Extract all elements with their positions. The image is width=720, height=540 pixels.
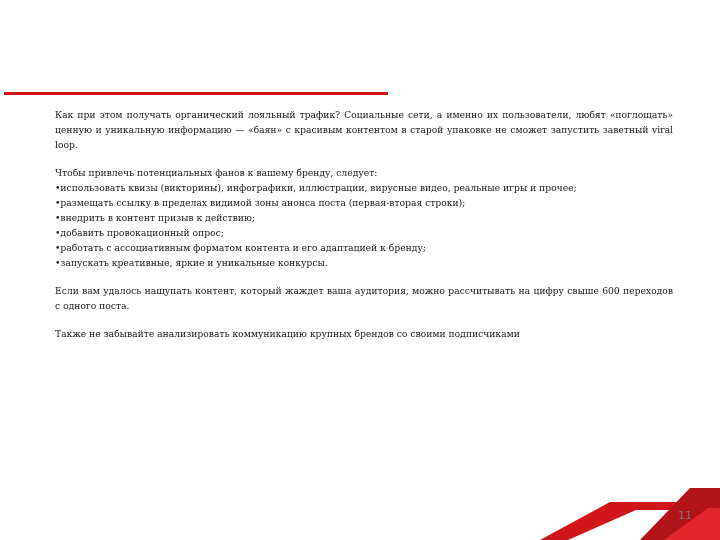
list-item: •внедрить в контент призыв к действию; [55, 213, 255, 224]
list-item: •запускать креативные, яркие и уникальные конкурсы. [55, 258, 328, 269]
tips-list [55, 181, 673, 271]
paragraph-analyze-brands: Также не забывайте анализировать коммуникацию крупных брендов со своими подписчиками [55, 329, 520, 340]
paragraph-content-audience: Если вам удалось нащупать контент, который жаждет ваша аудитория, можно рассчитывать на цифру свыше 600 переходов с одного поста. [55, 286, 673, 312]
corner-decoration [540, 488, 720, 540]
list-item: •работать с ассоциативным форматом контента и его адаптацией к бренду; [55, 243, 426, 254]
paragraph-fans-intro: Чтобы привлечь потенциальных фанов к вашему бренду, следует: [55, 168, 378, 179]
list-item: •размещать ссылку в пределах видимой зоны анонса поста (первая-вторая строки); [55, 198, 466, 209]
top-divider-line [4, 92, 388, 95]
list-item: •использовать квизы (викторины), инфографики, иллюстрации, вирусные видео, реальные игры и прочее; [55, 183, 577, 194]
paragraph-organic-traffic: Как при этом получать органический лояльный трафик? Социальные сети, а именно их пользователи, любят «поглощать» ценную и уникальную информацию — «баян» с красивым контентом в старой упаковке не сможет запустить заветный viral loop. [55, 110, 673, 151]
page-number: 11 [678, 509, 692, 522]
list-item: •добавить провокационный опрос; [55, 228, 224, 239]
slide-body [55, 108, 673, 342]
